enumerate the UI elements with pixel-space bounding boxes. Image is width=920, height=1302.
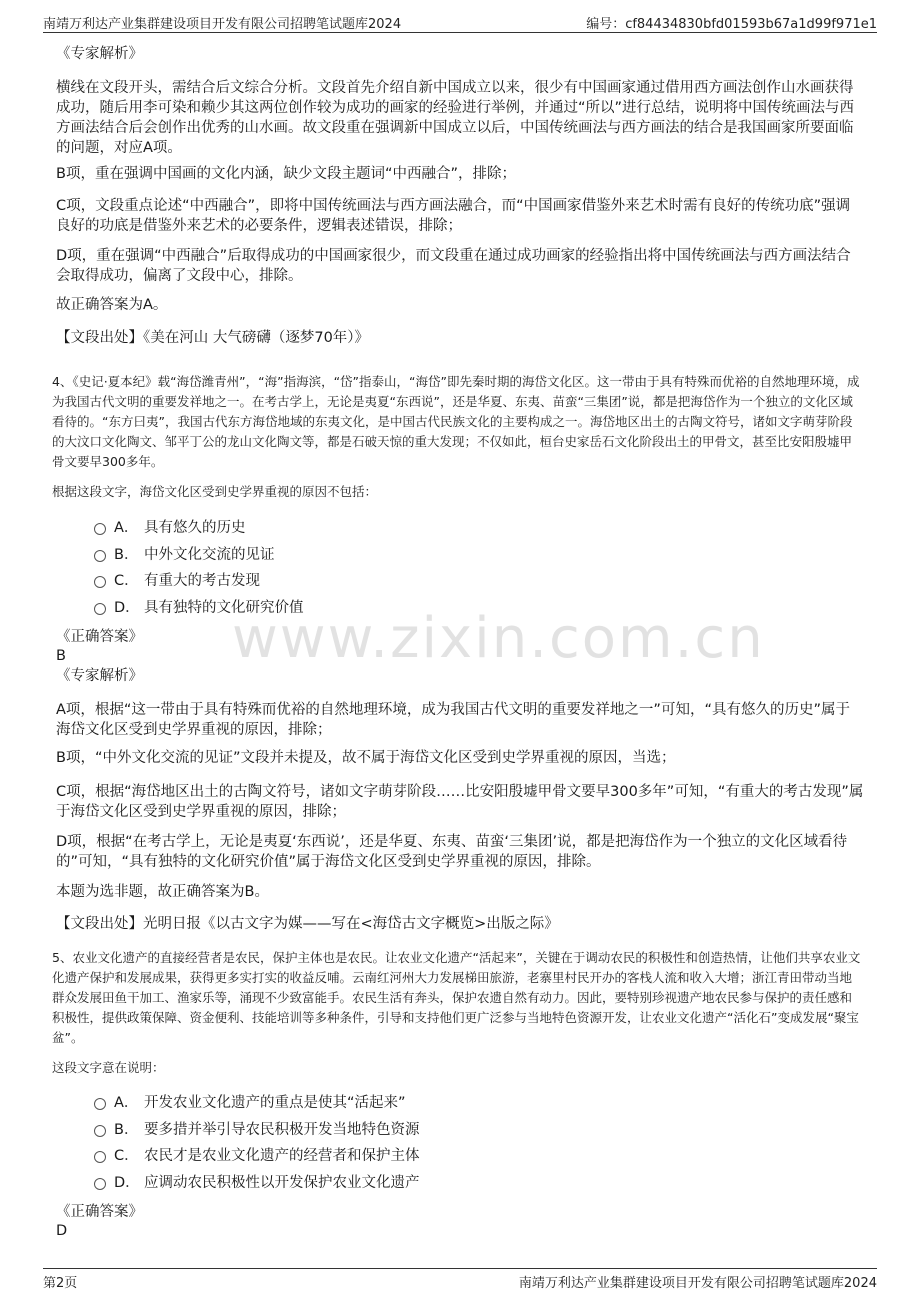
- q4-option-c[interactable]: [56, 568, 756, 595]
- option-letter: A．: [114, 520, 139, 536]
- q4-option-b-analysis: B项，“中外文化交流的见证”文段并未提及，故不属于海岱文化区受到史学界重视的原因，当选；: [56, 750, 676, 766]
- q4-option-a[interactable]: [56, 515, 756, 542]
- q4-options: [56, 515, 756, 621]
- radio-icon[interactable]: [94, 523, 106, 535]
- q5-answer-label: 《正确答案》: [56, 1204, 143, 1220]
- option-letter: C．: [114, 1148, 139, 1164]
- q4-option-d-analysis: D项，根据“在考古学上，无论是夷夏‘东西说’，还是华夏、东夷、苗蛮‘三集团’说，都是把海岱作为一个独立的文化区域看待的”可知，“具有独特的文化研究价值”属于海岱文化区受到史学界重视的原因，排除。: [56, 834, 848, 870]
- q5-options: [56, 1090, 756, 1196]
- option-letter: D．: [114, 599, 140, 616]
- q3-analysis-main: 横线在文段开头，需结合后文综合分析。文段首先介绍自新中国成立以来，很少有中国画家通过借用西方画法创作山水画获得成功，随后用李可染和赖少其这两位创作较为成功的画家的经验进行举例，并通过“所以”进行总结，说明将中国传统画法与西方画法结合后会创作出优秀的山水画。故文段重在强调新中国成立以后，中国传统画法与西方画法的结合是我国画家所要面临的问题，对应A项。: [56, 80, 855, 156]
- radio-icon[interactable]: [94, 1178, 106, 1190]
- option-text: 具有独特的文化研究价值: [144, 599, 304, 616]
- q5-option-c[interactable]: [56, 1143, 756, 1170]
- radio-icon[interactable]: [94, 603, 106, 615]
- option-text: 有重大的考古发现: [144, 573, 260, 589]
- q3-option-d-analysis: D项，重在强调“中西融合”后取得成功的中国画家很少，而文段重在通过成功画家的经验指出将中国传统画法与西方画法结合会取得成功，偏离了文段中心，排除。: [56, 248, 851, 284]
- option-text: 应调动农民积极性以开发保护农业文化遗产: [144, 1174, 420, 1191]
- option-letter: D．: [114, 1174, 140, 1191]
- option-text: 农民才是农业文化遗产的经营者和保护主体: [144, 1148, 420, 1164]
- q3-option-c-analysis: C项，文段重点论述“中西融合”，即将中国传统画法与西方画法融合，而“中国画家借鉴外来艺术时需有良好的传统功底”强调良好的功底是借鉴外来艺术的必要条件，逻辑表述错误，排除；: [56, 198, 851, 234]
- footer-page-number: 第2页: [43, 1276, 78, 1291]
- q3-source: 【文段出处】《美在河山 大气磅礴（逐梦70年）》: [56, 330, 370, 346]
- q5-passage: 5、农业文化遗产的直接经营者是农民，保护主体也是农民。让农业文化遗产“活起来”，关键在于调动农民的积极性和创造热情，让他们共享农业文化遗产保护和发展成果，获得更多实打实的收益反哺。云南红河州大力发展梯田旅游，老寨里村民开办的客栈人流和收入大增；浙江青田带动当地群众发展田鱼干加工、渔家乐等，涌现不少致富能手。农民生活有奔头，保护农遗自然有动力。因此，要特别珍视遗产地农民参与保护的责任感和积极性，提供政策保障、资金便利、技能培训等多种条件，引导和支持他们更广泛参与当地特色资源开发，让农业文化遗产“活化石”变成发展“聚宝盆”。: [52, 950, 861, 1045]
- q5-answer: D: [56, 1223, 68, 1239]
- option-text: 开发农业文化遗产的重点是使其“活起来”: [144, 1095, 406, 1111]
- q4-option-c-analysis: C项，根据“海岱地区出土的古陶文符号，诸如文字萌芽阶段……比安阳殷墟甲骨文要早300多年”可知，“有重大的考古发现”属于海岱文化区受到史学界重视的原因，排除；: [56, 784, 864, 820]
- q5-question: 这段文字意在说明：: [52, 1060, 165, 1075]
- radio-icon[interactable]: [94, 550, 106, 562]
- option-text: 具有悠久的历史: [144, 520, 246, 536]
- q3-option-b-analysis: B项，重在强调中国画的文化内涵，缺少文段主题词“中西融合”，排除；: [56, 166, 516, 182]
- radio-icon[interactable]: [94, 1098, 106, 1110]
- q5-option-d[interactable]: [56, 1170, 756, 1197]
- q4-answer: B: [56, 648, 66, 664]
- option-letter: B．: [114, 546, 139, 563]
- q4-option-a-analysis: A项，根据“这一带由于具有特殊而优裕的自然地理环境，成为我国古代文明的重要发祥地之一”可知，“具有悠久的历史”属于海岱文化区受到史学界重视的原因，排除；: [56, 702, 850, 738]
- q4-conclusion: 本题为选非题，故正确答案为B。: [56, 884, 269, 900]
- q4-analysis-label: 《专家解析》: [56, 668, 143, 684]
- header-title: 南靖万利达产业集群建设项目开发有限公司招聘笔试题库2024: [43, 17, 402, 32]
- q3-answer: 故正确答案为A。: [56, 297, 168, 313]
- q4-option-d[interactable]: [56, 595, 756, 622]
- radio-icon[interactable]: [94, 1125, 106, 1137]
- option-letter: B．: [114, 1121, 139, 1138]
- q5-option-b[interactable]: [56, 1117, 756, 1144]
- page-footer: [43, 1268, 877, 1293]
- option-text: 中外文化交流的见证: [144, 546, 275, 563]
- q4-passage: 4、《史记·夏本纪》载“海岱潍青州”，“海”指海滨，“岱”指泰山，“海岱”即先秦时期的海岱文化区。这一带由于具有特殊而优裕的自然地理环境，成为我国古代文明的重要发祥地之一。在考古学上，无论是夷夏“东西说”，还是华夏、东夷、苗蛮“三集团”说，都是把海岱作为一个独立的文化区域看待的。“东方曰夷”，我国古代东方海岱地域的东夷文化，是中国古代民族文化的主要构成之一。海岱地区出土的古陶文符号，诸如文字萌芽阶段的大汶口文化陶文、邹平丁公的龙山文化陶文等，都是石破天惊的重大发现；不仅如此，桓台史家岳石文化阶段出土的甲骨文，甚至比安阳殷墟甲骨文要早300多年。: [52, 374, 860, 469]
- radio-icon[interactable]: [94, 576, 106, 588]
- footer-title: 南靖万利达产业集群建设项目开发有限公司招聘笔试题库2024: [518, 1276, 877, 1291]
- q4-source: 【文段出处】光明日报《以古文字为媒——写在<海岱古文字概览>出版之际》: [56, 916, 559, 932]
- q3-analysis-label: 《专家解析》: [56, 46, 143, 62]
- page-header: [43, 10, 877, 33]
- header-code: 编号：cf84434830bfd01593b67a1d99f971e1: [586, 17, 877, 32]
- q4-option-b[interactable]: [56, 542, 756, 569]
- option-text: 要多措并举引导农民积极开发当地特色资源: [144, 1121, 420, 1138]
- watermark: www.zixin.com.cn: [232, 606, 765, 671]
- q5-option-a[interactable]: [56, 1090, 756, 1117]
- option-letter: A．: [114, 1095, 139, 1111]
- radio-icon[interactable]: [94, 1151, 106, 1163]
- option-letter: C．: [114, 573, 139, 589]
- q4-answer-label: 《正确答案》: [56, 629, 143, 645]
- q4-question: 根据这段文字，海岱文化区受到史学界重视的原因不包括：: [52, 484, 378, 499]
